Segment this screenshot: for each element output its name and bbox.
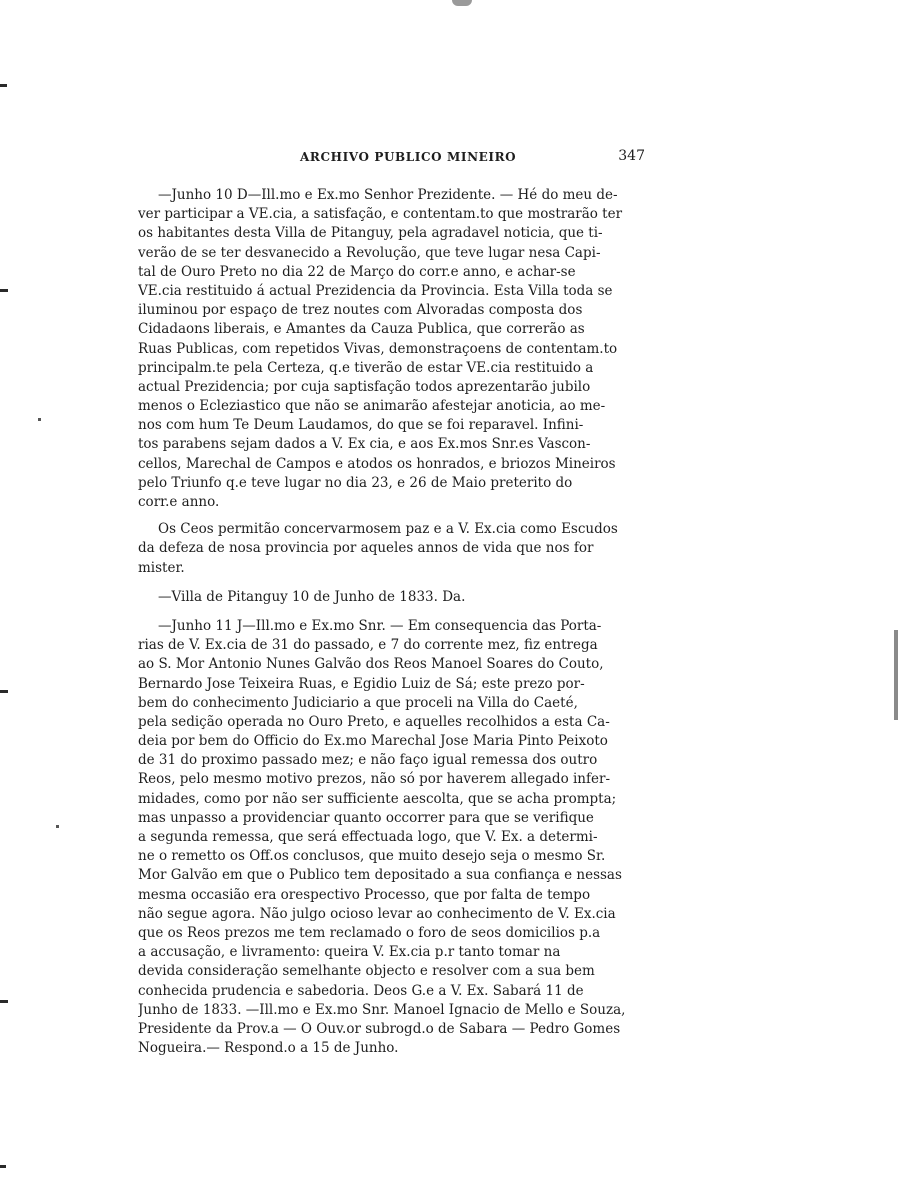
text-line: nos com hum Te Deum Laudamos, do que se foi reparavel. Infini- [138,417,584,434]
text-line: os habitantes desta Villa de Pitanguy, pela agradavel noticia, que ti- [138,225,603,242]
text-line: VE.cia restituido á actual Prezidencia da Provincia. Esta Villa toda se [138,282,613,299]
text-line: mas unpasso a providenciar quanto occorrer para que se verifique [138,809,594,826]
page-number: 347 [618,148,645,164]
text-line: Cidadaons liberais, e Amantes da Cauza Publica, que correrão as [138,321,585,338]
scan-mark-speck-2 [56,825,59,828]
text-line: Nogueira.— Respond.o a 15 de Junho. [138,1040,399,1057]
text-line: midades, como por não ser sufficiente aescolta, que se acha prompta; [138,790,617,807]
text-line: de 31 do proximo passado mez; e não faço igual remessa dos outro [138,752,598,769]
text-line: Reos, pelo mesmo motivo prezos, não só por haverem allegado infer- [138,771,611,788]
text-line: Bernardo Jose Teixeira Ruas, e Egidio Luiz de Sá; este prezo por- [138,675,585,692]
text-line: pelo Triunfo q.e teve lugar no dia 23, e 26 de Maio preterito do [138,474,573,491]
scan-mark-left-3 [0,690,8,693]
page-header [300,148,645,172]
text-line: corr.e anno. [138,494,220,510]
text-line: Os Ceos permitão concervarmosem paz e a V. Ex.cia como Escudos [158,521,618,538]
text-line: ver participar a VE.cia, a satisfação, e contentam.to que mostrarão ter [138,206,623,223]
text-line: menos o Ecleziastico que não se animarão afestejar anoticia, ao me- [138,398,606,415]
text-line: mister. [138,559,185,576]
text-line: que os Reos prezos me tem reclamado o foro de seos domicilios p.a [138,924,601,941]
text-line: verão de se ter desvanecido a Revolução, que teve lugar nesa Capi- [138,244,601,261]
text-line: cellos, Marechal de Campos e atodos os honrados, e briozos Mineiros [138,455,616,472]
text-line: deia por bem do Officio do Ex.mo Marechal Jose Maria Pinto Peixoto [138,733,608,750]
text-line: ao S. Mor Antonio Nunes Galvão dos Reos Manoel Soares do Couto, [138,656,604,673]
text-line: a accusação, e livramento: queira V. Ex.cia p.r tanto tomar na [138,944,561,961]
text-line: Ruas Publicas, com repetidos Vivas, demonstraçoens de contentam.to [138,340,618,357]
paragraph-letter-june-10 [138,186,638,512]
text-line: ne o remetto os Off.os conclusos, que muito desejo seja o mesmo Sr. [138,848,606,865]
text-line: pela sedição operada no Ouro Preto, e aquelles recolhidos a esta Ca- [138,713,610,730]
text-line: conhecida prudencia e sabedoria. Deos G.e a V. Ex. Sabará 11 de [138,982,584,999]
text-line: bem do conhecimento Judiciario a que proceli na Villa do Caeté, [138,694,578,711]
text-line: Presidente da Prov.a — O Ouv.or subrogd.o de Sabara — Pedro Gomes [138,1020,621,1037]
scan-mark-left-1 [0,84,7,87]
scan-mark-left-4 [0,1000,8,1003]
page-body [138,186,638,1058]
text-line: —Villa de Pitanguy 10 de Junho de 1833. Da. [158,588,466,605]
scan-mark-left-2 [0,289,8,292]
scan-mark-left-5 [0,1165,6,1168]
scan-mark-top [452,0,472,6]
text-line: devida consideração semelhante objecto e resolver com a sua bem [138,963,595,980]
paragraph-blessing [138,520,638,578]
text-line: a segunda remessa, que será effectuada logo, que V. Ex. a determi- [138,829,598,845]
text-line: da defeza de nosa provincia por aqueles annos de vida que nos for [138,540,594,557]
text-line: rias de V. Ex.cia de 31 do passado, e 7 do corrente mez, fiz entrega [138,637,598,654]
scan-mark-speck-1 [38,418,41,421]
text-line: tal de Ouro Preto no dia 22 de Março do corr.e anno, e achar-se [138,263,576,280]
text-line: Mor Galvão em que o Publico tem depositado a sua confiança e nessas [138,867,622,884]
scan-mark-right-1 [894,630,898,720]
text-line: mesma occasião era orespectivo Processo, que por falta de tempo [138,886,591,903]
text-line: principalm.te pela Certeza, q.e tiverão de estar VE.cia restituido a [138,359,594,376]
text-line: Junho de 1833. —Ill.mo e Ex.mo Snr. Manoel Ignacio de Mello e Souza, [138,1001,626,1018]
paragraph-signature-pitanguy [138,588,638,607]
text-line: —Junho 11 J—Ill.mo e Ex.mo Snr. — Em consequencia das Porta- [158,617,602,634]
running-head: ARCHIVO PUBLICO MINEIRO [300,150,517,164]
text-line: iluminou por espaço de trez noutes com Alvoradas composta dos [138,302,583,319]
text-line: —Junho 10 D—Ill.mo e Ex.mo Senhor Prezidente. — Hé do meu de- [158,187,618,203]
paragraph-letter-june-11 [138,617,638,1058]
text-line: actual Prezidencia; por cuja saptisfação todos aprezentarão jubilo [138,378,591,395]
text-line: não segue agora. Não julgo ocioso levar ao conhecimento de V. Ex.cia [138,905,616,922]
text-line: tos parabens sejam dados a V. Ex cia, e aos Ex.mos Snr.es Vascon- [138,436,591,453]
